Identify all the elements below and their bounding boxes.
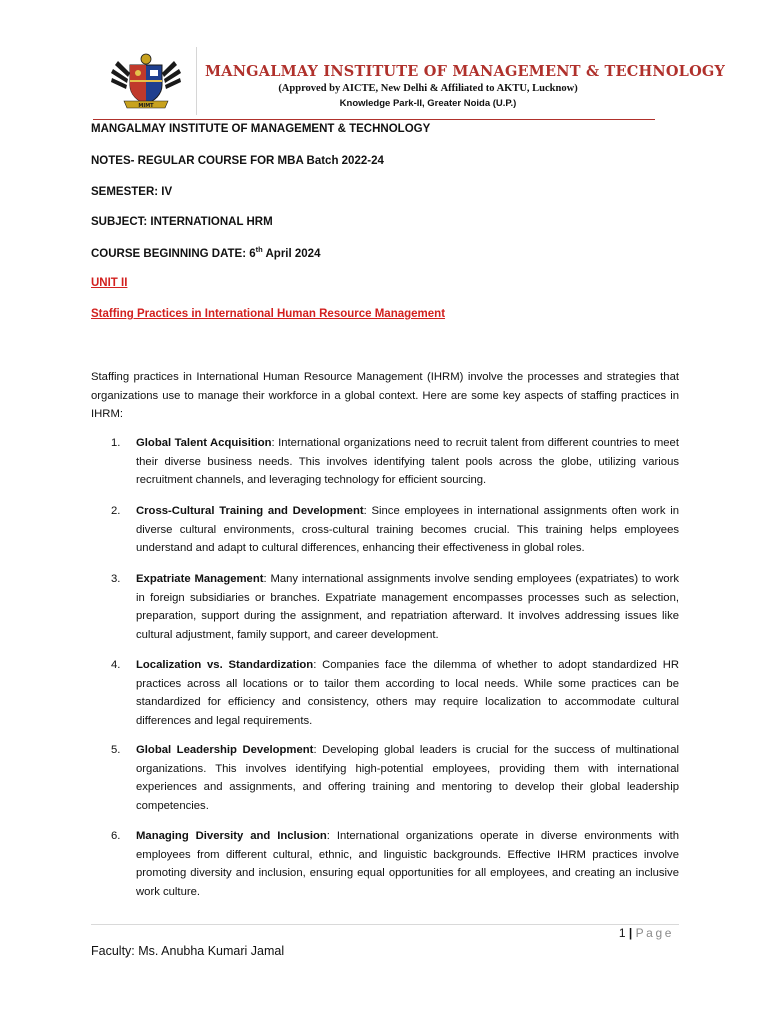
meta-notes: NOTES- REGULAR COURSE FOR MBA Batch 2022-24	[91, 155, 384, 167]
list-item-text: : Many international assignments involve sending employees (expatriates) to work in foreign subsidiaries or branches. Expatriate management encompasses processes such as selection, preparation, support during the assignment, and repatriation afterward. It involves addressing issues like cultural adjustment, family support, and career development.	[136, 573, 679, 641]
list-item-body	[136, 827, 679, 901]
list-item-number: 1.	[111, 437, 121, 449]
list-item-body	[136, 434, 679, 490]
meta-institute: MANGALMAY INSTITUTE OF MANAGEMENT & TECHNOLOGY	[91, 123, 431, 135]
list-item-body	[136, 741, 679, 815]
list-item-body	[136, 570, 679, 644]
list-item-title: Cross-Cultural Training and Development	[136, 505, 364, 517]
topic-heading: Staffing Practices in International Human Resource Management	[91, 308, 446, 320]
footer-rule	[91, 924, 679, 925]
page-label: Page	[635, 926, 674, 940]
course-date-sup: th	[255, 245, 263, 254]
banner-institute-name: MANGALMAY INSTITUTE OF MANAGEMENT & TECHNOLOGY	[205, 63, 726, 80]
list-item-number: 2.	[111, 505, 121, 517]
page-number-separator: |	[628, 926, 633, 940]
banner-address: Knowledge Park-II, Greater Noida (U.P.)	[339, 98, 517, 109]
crest-ribbon-text: MIMT	[138, 103, 154, 109]
list-item-number: 4.	[111, 659, 121, 671]
faculty-name: Faculty: Ms. Anubha Kumari Jamal	[91, 944, 285, 958]
list-item-text: : International organizations need to recruit talent from different countries to meet their diverse business needs. This involves identifying talent pools across the globe, utilizing various recruitment channels, and leveraging technology for efficient sourcing.	[136, 437, 679, 486]
list-item-text: : Since employees in international assignments often work in diverse cultural environments, cross-cultural training becomes crucial. This training helps employees understand and adapt to cultural differences, enhancing their effectiveness in global roles.	[136, 505, 679, 554]
list-item-number: 5.	[111, 744, 121, 756]
course-date-suffix: April 2024	[262, 247, 321, 260]
list-item-title: Expatriate Management	[136, 573, 264, 585]
meta-course-date	[91, 245, 320, 260]
list-item-body	[136, 502, 679, 558]
page-number	[619, 926, 674, 940]
page-number-value: 1	[618, 926, 626, 940]
banner-divider	[196, 47, 197, 115]
list-item-title: Global Leadership Development	[136, 744, 314, 756]
list-item-title: Localization vs. Standardization	[136, 659, 314, 671]
institute-banner	[93, 47, 726, 120]
meta-subject: SUBJECT: INTERNATIONAL HRM	[91, 216, 273, 228]
course-date-prefix: COURSE BEGINNING DATE: 6	[91, 247, 256, 260]
banner-approval: (Approved by AICTE, New Delhi & Affiliated to AKTU, Lucknow)	[278, 83, 578, 94]
list-item-body	[136, 656, 679, 730]
list-item-text: : Developing global leaders is crucial for the success of multinational organizations. This involves identifying high-potential employees, providing them with international experiences and assignments, and offering training and mentoring to develop their global leadership competencies.	[136, 744, 680, 812]
institute-crest-icon	[110, 51, 182, 113]
list-item-text: : International organizations operate in diverse environments with employees from different cultural, ethnic, and linguistic backgrounds. Effective IHRM practices involve promoting diversity and inclusion, ensuring equal opportunities for all employees, and creating an inclusive work culture.	[136, 830, 679, 898]
list-item-number: 6.	[111, 830, 121, 842]
list-item-title: Managing Diversity and Inclusion	[136, 830, 327, 842]
meta-semester: SEMESTER: IV	[91, 186, 173, 198]
list-item-title: Global Talent Acquisition	[136, 437, 272, 449]
unit-heading: UNIT II	[91, 277, 128, 289]
list-item-number: 3.	[111, 573, 121, 585]
intro-paragraph: Staffing practices in International Human Resource Management (IHRM) involve the processes and strategies that organizations use to manage their workforce in a global context. Here are some key aspects of staffing practices in IHRM:	[91, 371, 679, 420]
list-item-text: : Companies face the dilemma of whether to adopt standardized HR practices across all locations or to tailor them according to local needs. While some practices can be standardized for efficiency and consistency, others may require localization to accommodate cultural differences and legal requirements.	[136, 659, 680, 727]
